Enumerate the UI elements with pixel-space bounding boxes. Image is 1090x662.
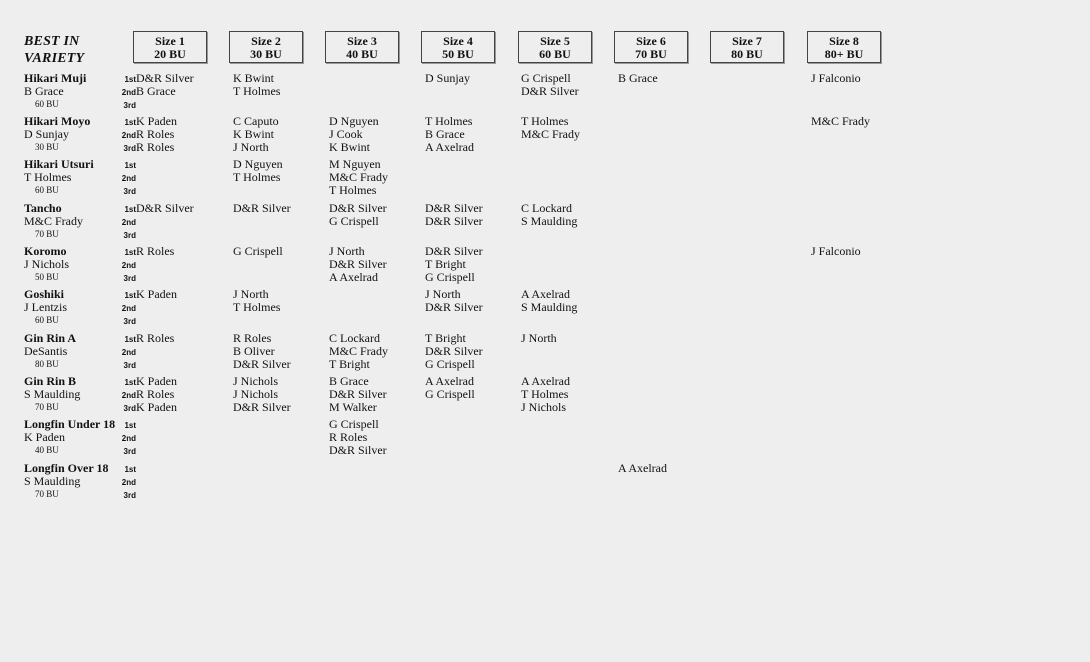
entrant-name: K Paden: [136, 114, 177, 128]
size-4-results: [425, 72, 470, 85]
size-header-2: [229, 31, 303, 63]
placement-label: 2nd: [121, 478, 136, 487]
entrant-name: D&R Silver: [329, 257, 387, 271]
entrant-name: G Crispell: [329, 214, 379, 228]
variety-name: Tancho: [24, 201, 62, 215]
entrant-name: D&R Silver: [521, 84, 579, 98]
variety-name: Gin Rin B: [24, 374, 77, 388]
title-line-1: BEST IN: [24, 34, 80, 49]
size-bu: 30 BU: [250, 47, 282, 61]
size-3-results: [329, 115, 379, 154]
size-4-results: [425, 202, 483, 228]
entrant-name: D&R Silver: [329, 201, 387, 215]
size-bu: 70 BU: [635, 47, 667, 61]
title-line-2: VARIETY: [24, 51, 85, 66]
placement-label: 1st: [124, 248, 136, 257]
variety-name: Koromo: [24, 244, 67, 258]
size-label: Size 8: [829, 34, 859, 48]
entrant-name: J Nichols: [233, 387, 278, 401]
variety-name: Longfin Over 18: [24, 461, 109, 475]
entrant-name: D&R Silver: [233, 201, 291, 215]
size-2-results: [233, 115, 279, 154]
size-5-results: [521, 332, 557, 345]
placement-label: 3rd: [123, 404, 136, 413]
entrant-name: C Lockard: [329, 331, 380, 345]
entrant-name: T Holmes: [425, 114, 473, 128]
size-1-results: [136, 115, 177, 154]
placement-labels: [118, 73, 136, 112]
entrant-name: J North: [425, 287, 461, 301]
size-label: Size 1: [155, 34, 185, 48]
entrant-name: D&R Silver: [329, 443, 387, 457]
size-1-results: [136, 288, 177, 301]
variety-name: Hikari Muji: [24, 71, 87, 85]
entrant-name: T Holmes: [233, 300, 281, 314]
size-2-results: [233, 158, 283, 184]
placement-labels: [118, 376, 136, 415]
size-8-results: [811, 72, 861, 85]
entrant-name: M&C Frady: [521, 127, 581, 141]
variety-winner: S Maulding: [24, 474, 81, 488]
entrant-name: R Roles: [136, 331, 175, 345]
size-6-results: [618, 72, 658, 85]
entrant-name: G Crispell: [425, 270, 475, 284]
variety-bu: 60 BU: [35, 315, 59, 325]
size-2-results: [233, 332, 291, 371]
size-6-results: [618, 462, 667, 475]
variety-name: Hikari Utsuri: [24, 157, 94, 171]
entrant-name: M&C Frady: [329, 344, 389, 358]
size-2-results: [233, 202, 291, 215]
size-2-results: [233, 375, 291, 414]
variety-bu: 80 BU: [35, 359, 59, 369]
entrant-name: A Axelrad: [425, 374, 474, 388]
placement-labels: [118, 159, 136, 198]
variety-row-label: [24, 202, 83, 241]
variety-winner: B Grace: [24, 84, 64, 98]
size-1-results: [136, 245, 174, 258]
variety-row-label: [24, 462, 108, 501]
size-2-results: [233, 288, 280, 314]
entrant-name: A Axelrad: [521, 374, 570, 388]
entrant-name: M Nguyen: [329, 157, 381, 171]
entrant-name: T Bright: [425, 331, 466, 345]
entrant-name: D&R Silver: [136, 71, 194, 85]
size-label: Size 3: [347, 34, 377, 48]
entrant-name: K Bwint: [329, 140, 371, 154]
entrant-name: T Bright: [329, 357, 370, 371]
variety-bu: 70 BU: [35, 402, 59, 412]
variety-winner: D Sunjay: [24, 127, 69, 141]
size-label: Size 6: [636, 34, 666, 48]
entrant-name: K Paden: [136, 374, 177, 388]
variety-row-label: [24, 115, 90, 154]
placement-labels: [118, 419, 136, 458]
placement-label: 1st: [124, 378, 136, 387]
size-label: Size 7: [732, 34, 762, 48]
entrant-name: B Grace: [329, 374, 369, 388]
variety-name: Hikari Moyo: [24, 114, 91, 128]
entrant-name: D&R Silver: [136, 201, 194, 215]
entrant-name: T Holmes: [521, 387, 569, 401]
size-bu: 40 BU: [346, 47, 378, 61]
entrant-name: J Cook: [329, 127, 363, 141]
entrant-name: G Crispell: [521, 71, 571, 85]
size-4-results: [425, 332, 483, 371]
size-2-results: [233, 72, 280, 98]
size-3-results: [329, 245, 387, 284]
entrant-name: A Axelrad: [425, 140, 474, 154]
placement-label: 1st: [124, 75, 136, 84]
variety-row-label: [24, 245, 69, 284]
size-bu: 80 BU: [731, 47, 763, 61]
entrant-name: D&R Silver: [425, 300, 483, 314]
size-1-results: [136, 72, 194, 98]
variety-winner: DeSantis: [24, 344, 68, 358]
size-5-results: [521, 288, 577, 314]
entrant-name: J North: [329, 244, 365, 258]
variety-row-label: [24, 288, 67, 327]
size-3-results: [329, 332, 388, 371]
entrant-name: D&R Silver: [329, 387, 387, 401]
placement-label: 2nd: [121, 261, 136, 270]
entrant-name: J North: [521, 331, 557, 345]
entrant-name: B Grace: [618, 71, 658, 85]
entrant-name: T Holmes: [329, 183, 377, 197]
size-8-results: [811, 115, 870, 128]
entrant-name: D&R Silver: [425, 344, 483, 358]
entrant-name: M&C Frady: [811, 114, 871, 128]
size-8-results: [811, 245, 861, 258]
placement-label: 2nd: [121, 88, 136, 97]
size-3-results: [329, 375, 387, 414]
size-5-results: [521, 115, 580, 141]
size-header-7: [710, 31, 784, 63]
variety-winner: S Maulding: [24, 387, 81, 401]
size-4-results: [425, 115, 474, 154]
entrant-name: C Lockard: [521, 201, 572, 215]
placement-label: 1st: [124, 465, 136, 474]
placement-label: 1st: [124, 291, 136, 300]
entrant-name: J North: [233, 140, 269, 154]
entrant-name: S Maulding: [521, 300, 578, 314]
placement-label: 2nd: [121, 348, 136, 357]
size-header-6: [614, 31, 688, 63]
entrant-name: R Roles: [136, 387, 175, 401]
size-3-results: [329, 202, 387, 228]
placement-label: 1st: [124, 118, 136, 127]
size-5-results: [521, 202, 577, 228]
variety-row-label: [24, 418, 115, 457]
variety-winner: M&C Frady: [24, 214, 84, 228]
placement-label: 2nd: [121, 391, 136, 400]
variety-name: Goshiki: [24, 287, 65, 301]
entrant-name: G Crispell: [233, 244, 283, 258]
size-bu: 20 BU: [154, 47, 186, 61]
variety-winner: J Lentzis: [24, 300, 67, 314]
entrant-name: R Roles: [233, 331, 272, 345]
entrant-name: R Roles: [329, 430, 368, 444]
entrant-name: K Paden: [136, 287, 177, 301]
variety-name: Gin Rin A: [24, 331, 77, 345]
entrant-name: K Bwint: [233, 127, 275, 141]
placement-labels: [118, 289, 136, 328]
placement-label: 3rd: [123, 231, 136, 240]
entrant-name: T Bright: [425, 257, 466, 271]
entrant-name: A Axelrad: [329, 270, 378, 284]
placement-label: 1st: [124, 335, 136, 344]
size-header-5: [518, 31, 592, 63]
size-label: Size 4: [443, 34, 473, 48]
size-header-8: [807, 31, 881, 63]
placement-label: 2nd: [121, 434, 136, 443]
entrant-name: S Maulding: [521, 214, 578, 228]
placement-label: 3rd: [123, 491, 136, 500]
entrant-name: J Falconio: [811, 244, 861, 258]
variety-name: Longfin Under 18: [24, 417, 116, 431]
variety-bu: 30 BU: [35, 142, 59, 152]
entrant-name: J Nichols: [233, 374, 278, 388]
placement-labels: [118, 116, 136, 155]
entrant-name: J North: [233, 287, 269, 301]
entrant-name: R Roles: [136, 127, 175, 141]
size-bu: 50 BU: [442, 47, 474, 61]
size-1-results: [136, 202, 194, 215]
variety-bu: 70 BU: [35, 489, 59, 499]
size-5-results: [521, 375, 570, 414]
size-bu: 60 BU: [539, 47, 571, 61]
entrant-name: G Crispell: [425, 387, 475, 401]
placement-labels: [118, 246, 136, 285]
placement-label: 3rd: [123, 101, 136, 110]
size-header-1: [133, 31, 207, 63]
placement-label: 3rd: [123, 317, 136, 326]
placement-label: 3rd: [123, 274, 136, 283]
variety-winner: J Nichols: [24, 257, 69, 271]
variety-bu: 60 BU: [35, 185, 59, 195]
entrant-name: T Holmes: [233, 84, 281, 98]
size-3-results: [329, 418, 387, 457]
entrant-name: B Grace: [136, 84, 176, 98]
entrant-name: D Sunjay: [425, 71, 470, 85]
entrant-name: C Caputo: [233, 114, 279, 128]
variety-bu: 40 BU: [35, 445, 59, 455]
variety-winner: T Holmes: [24, 170, 72, 184]
variety-bu: 70 BU: [35, 229, 59, 239]
entrant-name: J Falconio: [811, 71, 861, 85]
entrant-name: D&R Silver: [233, 357, 291, 371]
size-3-results: [329, 158, 388, 197]
variety-row-label: [24, 375, 80, 414]
placement-label: 3rd: [123, 447, 136, 456]
entrant-name: A Axelrad: [521, 287, 570, 301]
entrant-name: B Grace: [425, 127, 465, 141]
placement-label: 2nd: [121, 218, 136, 227]
placement-labels: [118, 203, 136, 242]
entrant-name: D&R Silver: [425, 214, 483, 228]
placement-labels: [118, 463, 136, 502]
placement-label: 1st: [124, 421, 136, 430]
entrant-name: T Holmes: [233, 170, 281, 184]
size-1-results: [136, 332, 174, 345]
entrant-name: R Roles: [136, 244, 175, 258]
size-label: Size 2: [251, 34, 281, 48]
entrant-name: R Roles: [136, 140, 175, 154]
placement-label: 1st: [124, 205, 136, 214]
entrant-name: D&R Silver: [425, 201, 483, 215]
placement-label: 3rd: [123, 187, 136, 196]
entrant-name: T Holmes: [521, 114, 569, 128]
entrant-name: D&R Silver: [425, 244, 483, 258]
entrant-name: M Walker: [329, 400, 377, 414]
entrant-name: B Oliver: [233, 344, 275, 358]
variety-bu: 60 BU: [35, 99, 59, 109]
size-2-results: [233, 245, 283, 258]
size-header-3: [325, 31, 399, 63]
size-4-results: [425, 288, 483, 314]
entrant-name: G Crispell: [329, 417, 379, 431]
size-1-results: [136, 375, 177, 414]
placement-labels: [118, 333, 136, 372]
size-5-results: [521, 72, 579, 98]
placement-label: 2nd: [121, 131, 136, 140]
placement-label: 3rd: [123, 144, 136, 153]
size-header-4: [421, 31, 495, 63]
variety-row-label: [24, 72, 86, 111]
placement-label: 3rd: [123, 361, 136, 370]
page-title: [24, 33, 84, 67]
entrant-name: D&R Silver: [233, 400, 291, 414]
entrant-name: G Crispell: [425, 357, 475, 371]
entrant-name: D Nguyen: [233, 157, 283, 171]
placement-label: 2nd: [121, 174, 136, 183]
size-label: Size 5: [540, 34, 570, 48]
entrant-name: D Nguyen: [329, 114, 379, 128]
entrant-name: A Axelrad: [618, 461, 667, 475]
variety-row-label: [24, 332, 76, 371]
size-4-results: [425, 245, 483, 284]
entrant-name: J Nichols: [521, 400, 566, 414]
variety-row-label: [24, 158, 94, 197]
size-4-results: [425, 375, 475, 401]
entrant-name: K Paden: [136, 400, 177, 414]
placement-label: 2nd: [121, 304, 136, 313]
variety-bu: 50 BU: [35, 272, 59, 282]
entrant-name: K Bwint: [233, 71, 275, 85]
placement-label: 1st: [124, 161, 136, 170]
size-bu: 80+ BU: [824, 47, 864, 61]
variety-winner: K Paden: [24, 430, 65, 444]
entrant-name: M&C Frady: [329, 170, 389, 184]
